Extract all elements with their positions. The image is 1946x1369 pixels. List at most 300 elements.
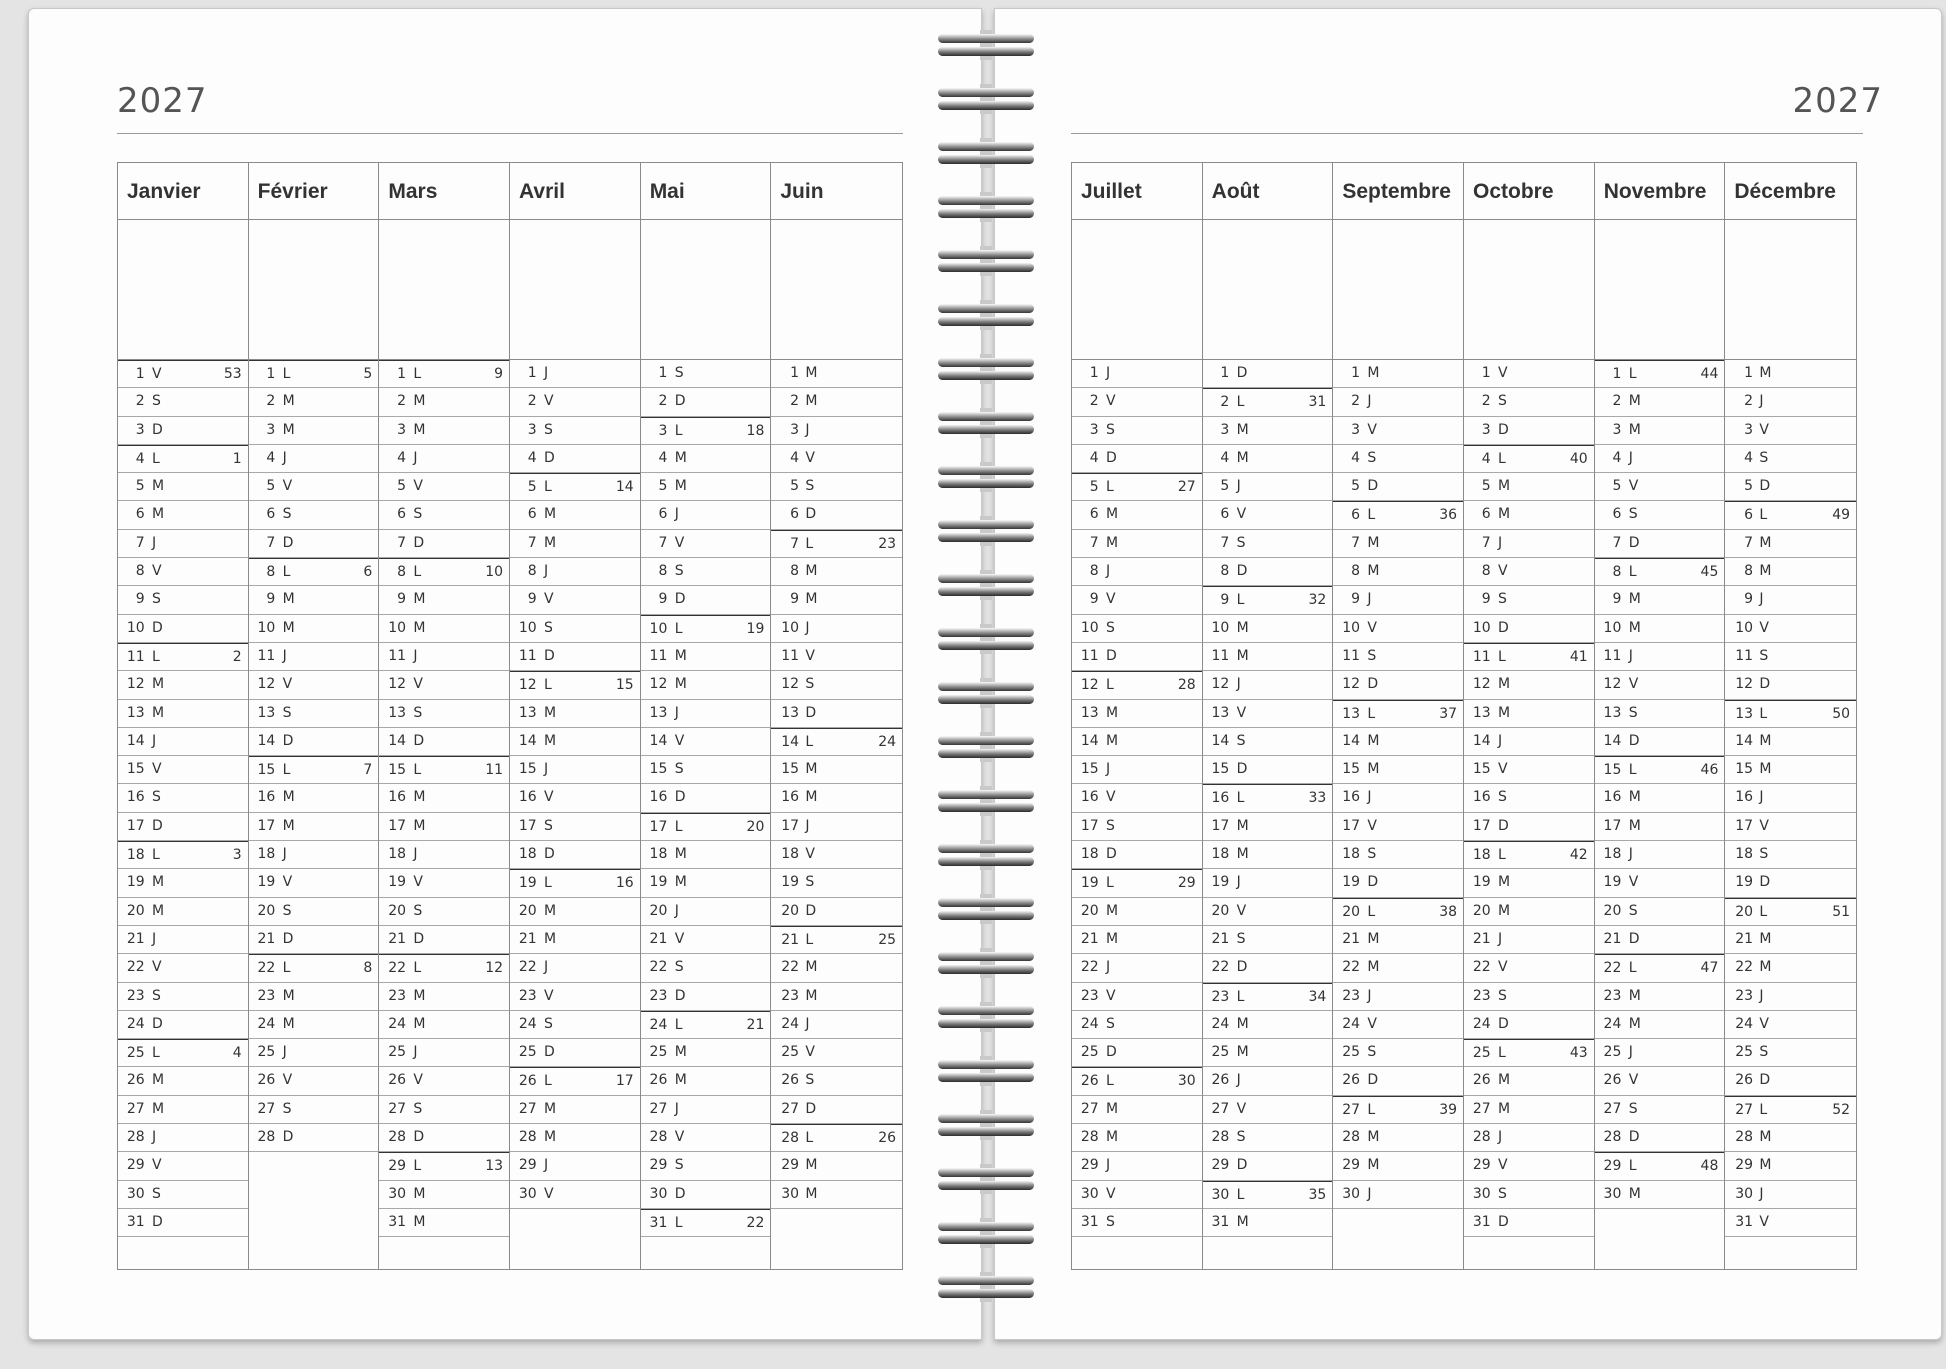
day-row[interactable] (379, 530, 509, 558)
day-row[interactable] (118, 558, 248, 586)
day-row[interactable] (1595, 898, 1725, 926)
day-row[interactable] (379, 473, 509, 501)
day-row[interactable] (1595, 700, 1725, 728)
day-row[interactable] (1725, 501, 1856, 529)
day-row[interactable] (771, 445, 902, 473)
day-row[interactable] (1333, 671, 1463, 699)
day-row[interactable] (1333, 417, 1463, 445)
day-row[interactable] (510, 530, 640, 558)
day-row[interactable] (641, 983, 771, 1011)
day-row[interactable] (510, 360, 640, 388)
day-row[interactable] (771, 954, 902, 982)
day-row[interactable] (249, 1124, 379, 1152)
day-row[interactable] (379, 728, 509, 756)
day-row[interactable] (1725, 728, 1856, 756)
day-row[interactable] (1333, 1067, 1463, 1095)
day-row[interactable] (510, 417, 640, 445)
day-row[interactable] (1333, 558, 1463, 586)
day-row[interactable] (771, 869, 902, 897)
day-row[interactable] (379, 1209, 509, 1237)
day-row[interactable] (249, 898, 379, 926)
day-row[interactable] (1203, 983, 1333, 1011)
day-row[interactable] (1595, 813, 1725, 841)
day-row[interactable] (1072, 700, 1202, 728)
month-notes-area[interactable] (249, 220, 379, 360)
day-row[interactable] (1203, 1039, 1333, 1067)
day-row[interactable] (1464, 700, 1594, 728)
day-row[interactable] (1333, 388, 1463, 416)
month-notes-area[interactable] (379, 220, 509, 360)
day-row[interactable] (641, 558, 771, 586)
day-row[interactable] (1203, 813, 1333, 841)
day-row[interactable] (1072, 530, 1202, 558)
day-row[interactable] (1333, 756, 1463, 784)
day-row[interactable] (771, 926, 902, 954)
day-row[interactable] (379, 445, 509, 473)
day-row[interactable] (641, 1096, 771, 1124)
day-row[interactable] (1464, 586, 1594, 614)
month-notes-area[interactable] (118, 220, 248, 360)
day-row[interactable] (1072, 1011, 1202, 1039)
day-row[interactable] (1464, 1011, 1594, 1039)
day-row[interactable] (771, 1124, 902, 1152)
day-row[interactable] (1072, 388, 1202, 416)
day-row[interactable] (1333, 784, 1463, 812)
day-row[interactable] (1725, 700, 1856, 728)
day-row[interactable] (1595, 671, 1725, 699)
day-row[interactable] (1072, 1209, 1202, 1237)
day-row[interactable] (1072, 417, 1202, 445)
day-row[interactable] (1333, 983, 1463, 1011)
day-row[interactable] (1333, 360, 1463, 388)
day-row[interactable] (1333, 1181, 1463, 1209)
day-row[interactable] (510, 700, 640, 728)
day-row[interactable] (379, 671, 509, 699)
day-row[interactable] (510, 1096, 640, 1124)
day-row[interactable] (771, 1039, 902, 1067)
day-row[interactable] (118, 784, 248, 812)
day-row[interactable] (1333, 954, 1463, 982)
day-row[interactable] (1595, 1152, 1725, 1180)
day-row[interactable] (771, 643, 902, 671)
day-row[interactable] (1725, 671, 1856, 699)
day-row[interactable] (1333, 841, 1463, 869)
day-row[interactable] (1203, 1011, 1333, 1039)
day-row[interactable] (118, 869, 248, 897)
day-row[interactable] (510, 869, 640, 897)
day-row[interactable] (510, 954, 640, 982)
day-row[interactable] (641, 700, 771, 728)
day-row[interactable] (249, 530, 379, 558)
day-row[interactable] (1203, 643, 1333, 671)
day-row[interactable] (118, 756, 248, 784)
day-row[interactable] (379, 360, 509, 388)
day-row[interactable] (771, 360, 902, 388)
day-row[interactable] (1464, 615, 1594, 643)
day-row[interactable] (1072, 615, 1202, 643)
day-row[interactable] (118, 360, 248, 388)
day-row[interactable] (641, 360, 771, 388)
day-row[interactable] (510, 473, 640, 501)
day-row[interactable] (1595, 954, 1725, 982)
day-row[interactable] (379, 898, 509, 926)
day-row[interactable] (1203, 417, 1333, 445)
day-row[interactable] (1072, 926, 1202, 954)
day-row[interactable] (1072, 473, 1202, 501)
day-row[interactable] (641, 784, 771, 812)
day-row[interactable] (379, 417, 509, 445)
day-row[interactable] (510, 728, 640, 756)
day-row[interactable] (1072, 784, 1202, 812)
day-row[interactable] (118, 1067, 248, 1095)
day-row[interactable] (1464, 756, 1594, 784)
day-row[interactable] (771, 756, 902, 784)
day-row[interactable] (379, 869, 509, 897)
day-row[interactable] (771, 813, 902, 841)
day-row[interactable] (641, 643, 771, 671)
day-row[interactable] (641, 1181, 771, 1209)
day-row[interactable] (1203, 1152, 1333, 1180)
day-row[interactable] (1464, 1096, 1594, 1124)
day-row[interactable] (641, 728, 771, 756)
day-row[interactable] (641, 954, 771, 982)
day-row[interactable] (771, 700, 902, 728)
day-row[interactable] (1072, 445, 1202, 473)
day-row[interactable] (1203, 671, 1333, 699)
day-row[interactable] (510, 501, 640, 529)
day-row[interactable] (1595, 1039, 1725, 1067)
day-row[interactable] (641, 1124, 771, 1152)
day-row[interactable] (118, 983, 248, 1011)
day-row[interactable] (641, 1209, 771, 1237)
day-row[interactable] (1464, 558, 1594, 586)
day-row[interactable] (1203, 1067, 1333, 1095)
day-row[interactable] (1464, 417, 1594, 445)
day-row[interactable] (641, 501, 771, 529)
day-row[interactable] (249, 558, 379, 586)
day-row[interactable] (510, 841, 640, 869)
day-row[interactable] (249, 926, 379, 954)
day-row[interactable] (1072, 1039, 1202, 1067)
day-row[interactable] (1072, 1181, 1202, 1209)
day-row[interactable] (1464, 445, 1594, 473)
day-row[interactable] (641, 926, 771, 954)
day-row[interactable] (118, 1124, 248, 1152)
day-row[interactable] (1072, 671, 1202, 699)
day-row[interactable] (249, 473, 379, 501)
day-row[interactable] (118, 1011, 248, 1039)
month-notes-area[interactable] (1464, 220, 1594, 360)
day-row[interactable] (1464, 1152, 1594, 1180)
day-row[interactable] (249, 813, 379, 841)
day-row[interactable] (771, 1096, 902, 1124)
day-row[interactable] (1203, 586, 1333, 614)
day-row[interactable] (1333, 728, 1463, 756)
day-row[interactable] (118, 813, 248, 841)
day-row[interactable] (1595, 1096, 1725, 1124)
day-row[interactable] (249, 784, 379, 812)
day-row[interactable] (1725, 445, 1856, 473)
day-row[interactable] (1333, 1124, 1463, 1152)
day-row[interactable] (1725, 1152, 1856, 1180)
day-row[interactable] (1595, 445, 1725, 473)
day-row[interactable] (1725, 643, 1856, 671)
day-row[interactable] (641, 1011, 771, 1039)
day-row[interactable] (1725, 926, 1856, 954)
day-row[interactable] (249, 417, 379, 445)
day-row[interactable] (118, 1096, 248, 1124)
month-notes-area[interactable] (1072, 220, 1202, 360)
day-row[interactable] (641, 813, 771, 841)
day-row[interactable] (1203, 360, 1333, 388)
day-row[interactable] (1464, 501, 1594, 529)
day-row[interactable] (510, 1039, 640, 1067)
day-row[interactable] (1725, 869, 1856, 897)
day-row[interactable] (771, 558, 902, 586)
day-row[interactable] (1333, 1011, 1463, 1039)
day-row[interactable] (379, 700, 509, 728)
day-row[interactable] (1595, 756, 1725, 784)
day-row[interactable] (1464, 1067, 1594, 1095)
month-notes-area[interactable] (641, 220, 771, 360)
day-row[interactable] (1333, 501, 1463, 529)
day-row[interactable] (771, 784, 902, 812)
day-row[interactable] (510, 388, 640, 416)
day-row[interactable] (249, 1011, 379, 1039)
day-row[interactable] (1464, 954, 1594, 982)
day-row[interactable] (1464, 869, 1594, 897)
day-row[interactable] (379, 1152, 509, 1180)
day-row[interactable] (1072, 983, 1202, 1011)
day-row[interactable] (771, 983, 902, 1011)
day-row[interactable] (1464, 530, 1594, 558)
day-row[interactable] (771, 388, 902, 416)
day-row[interactable] (249, 869, 379, 897)
day-row[interactable] (1725, 388, 1856, 416)
day-row[interactable] (249, 643, 379, 671)
day-row[interactable] (118, 954, 248, 982)
day-row[interactable] (1072, 898, 1202, 926)
day-row[interactable] (1595, 784, 1725, 812)
day-row[interactable] (771, 1011, 902, 1039)
day-row[interactable] (118, 501, 248, 529)
day-row[interactable] (641, 869, 771, 897)
day-row[interactable] (1072, 558, 1202, 586)
day-row[interactable] (1072, 728, 1202, 756)
day-row[interactable] (1595, 869, 1725, 897)
day-row[interactable] (510, 558, 640, 586)
day-row[interactable] (1595, 530, 1725, 558)
day-row[interactable] (249, 615, 379, 643)
month-notes-area[interactable] (1725, 220, 1856, 360)
day-row[interactable] (1333, 643, 1463, 671)
day-row[interactable] (118, 1181, 248, 1209)
day-row[interactable] (1203, 898, 1333, 926)
day-row[interactable] (641, 1067, 771, 1095)
day-row[interactable] (379, 954, 509, 982)
day-row[interactable] (1333, 1096, 1463, 1124)
day-row[interactable] (510, 643, 640, 671)
day-row[interactable] (1595, 1067, 1725, 1095)
day-row[interactable] (510, 586, 640, 614)
day-row[interactable] (1072, 841, 1202, 869)
day-row[interactable] (1072, 1152, 1202, 1180)
day-row[interactable] (771, 530, 902, 558)
day-row[interactable] (1072, 1124, 1202, 1152)
day-row[interactable] (1333, 926, 1463, 954)
day-row[interactable] (118, 1152, 248, 1180)
day-row[interactable] (379, 926, 509, 954)
day-row[interactable] (641, 1039, 771, 1067)
day-row[interactable] (1203, 1124, 1333, 1152)
day-row[interactable] (771, 671, 902, 699)
day-row[interactable] (641, 530, 771, 558)
day-row[interactable] (1725, 558, 1856, 586)
day-row[interactable] (1595, 841, 1725, 869)
day-row[interactable] (1203, 1181, 1333, 1209)
day-row[interactable] (1595, 1011, 1725, 1039)
day-row[interactable] (1464, 1039, 1594, 1067)
day-row[interactable] (1725, 1209, 1856, 1237)
day-row[interactable] (1072, 501, 1202, 529)
day-row[interactable] (249, 1096, 379, 1124)
day-row[interactable] (118, 615, 248, 643)
day-row[interactable] (1725, 1124, 1856, 1152)
day-row[interactable] (1464, 388, 1594, 416)
day-row[interactable] (1203, 388, 1333, 416)
day-row[interactable] (379, 586, 509, 614)
day-row[interactable] (641, 756, 771, 784)
day-row[interactable] (641, 473, 771, 501)
day-row[interactable] (1595, 728, 1725, 756)
day-row[interactable] (1072, 813, 1202, 841)
day-row[interactable] (249, 501, 379, 529)
day-row[interactable] (1725, 954, 1856, 982)
day-row[interactable] (641, 615, 771, 643)
day-row[interactable] (1333, 473, 1463, 501)
day-row[interactable] (1595, 586, 1725, 614)
day-row[interactable] (1595, 417, 1725, 445)
day-row[interactable] (1464, 473, 1594, 501)
day-row[interactable] (1464, 983, 1594, 1011)
day-row[interactable] (641, 417, 771, 445)
day-row[interactable] (771, 841, 902, 869)
day-row[interactable] (1203, 728, 1333, 756)
day-row[interactable] (379, 1096, 509, 1124)
day-row[interactable] (379, 388, 509, 416)
day-row[interactable] (1333, 615, 1463, 643)
day-row[interactable] (1333, 530, 1463, 558)
day-row[interactable] (1595, 983, 1725, 1011)
day-row[interactable] (1464, 671, 1594, 699)
day-row[interactable] (379, 1039, 509, 1067)
day-row[interactable] (379, 615, 509, 643)
day-row[interactable] (1595, 360, 1725, 388)
day-row[interactable] (379, 501, 509, 529)
month-notes-area[interactable] (1333, 220, 1463, 360)
day-row[interactable] (1333, 1152, 1463, 1180)
day-row[interactable] (1725, 784, 1856, 812)
day-row[interactable] (510, 445, 640, 473)
day-row[interactable] (1203, 501, 1333, 529)
day-row[interactable] (510, 671, 640, 699)
day-row[interactable] (1203, 558, 1333, 586)
day-row[interactable] (1333, 813, 1463, 841)
day-row[interactable] (1725, 1096, 1856, 1124)
day-row[interactable] (1464, 813, 1594, 841)
day-row[interactable] (510, 926, 640, 954)
day-row[interactable] (1333, 445, 1463, 473)
day-row[interactable] (771, 615, 902, 643)
day-row[interactable] (1464, 841, 1594, 869)
day-row[interactable] (1725, 813, 1856, 841)
month-notes-area[interactable] (771, 220, 902, 360)
day-row[interactable] (771, 1152, 902, 1180)
day-row[interactable] (118, 1209, 248, 1237)
day-row[interactable] (1464, 784, 1594, 812)
day-row[interactable] (1725, 841, 1856, 869)
day-row[interactable] (118, 700, 248, 728)
day-row[interactable] (1464, 1209, 1594, 1237)
day-row[interactable] (1464, 926, 1594, 954)
day-row[interactable] (1072, 586, 1202, 614)
day-row[interactable] (379, 813, 509, 841)
day-row[interactable] (641, 388, 771, 416)
day-row[interactable] (249, 360, 379, 388)
day-row[interactable] (1203, 841, 1333, 869)
day-row[interactable] (641, 841, 771, 869)
day-row[interactable] (1072, 1067, 1202, 1095)
day-row[interactable] (510, 1181, 640, 1209)
day-row[interactable] (249, 445, 379, 473)
day-row[interactable] (249, 388, 379, 416)
day-row[interactable] (379, 1067, 509, 1095)
day-row[interactable] (510, 615, 640, 643)
day-row[interactable] (1203, 700, 1333, 728)
day-row[interactable] (771, 1181, 902, 1209)
day-row[interactable] (249, 983, 379, 1011)
day-row[interactable] (510, 813, 640, 841)
day-row[interactable] (1725, 615, 1856, 643)
day-row[interactable] (1725, 1181, 1856, 1209)
day-row[interactable] (510, 1152, 640, 1180)
day-row[interactable] (118, 388, 248, 416)
day-row[interactable] (1725, 898, 1856, 926)
day-row[interactable] (1725, 473, 1856, 501)
day-row[interactable] (379, 756, 509, 784)
day-row[interactable] (771, 417, 902, 445)
day-row[interactable] (1333, 700, 1463, 728)
day-row[interactable] (118, 643, 248, 671)
day-row[interactable] (1072, 869, 1202, 897)
day-row[interactable] (510, 898, 640, 926)
day-row[interactable] (1595, 473, 1725, 501)
day-row[interactable] (249, 671, 379, 699)
day-row[interactable] (771, 501, 902, 529)
day-row[interactable] (510, 1011, 640, 1039)
day-row[interactable] (1203, 784, 1333, 812)
day-row[interactable] (118, 926, 248, 954)
day-row[interactable] (1203, 869, 1333, 897)
day-row[interactable] (118, 898, 248, 926)
day-row[interactable] (1464, 360, 1594, 388)
day-row[interactable] (641, 671, 771, 699)
day-row[interactable] (1203, 615, 1333, 643)
day-row[interactable] (249, 1067, 379, 1095)
day-row[interactable] (118, 473, 248, 501)
day-row[interactable] (1333, 898, 1463, 926)
day-row[interactable] (1203, 445, 1333, 473)
